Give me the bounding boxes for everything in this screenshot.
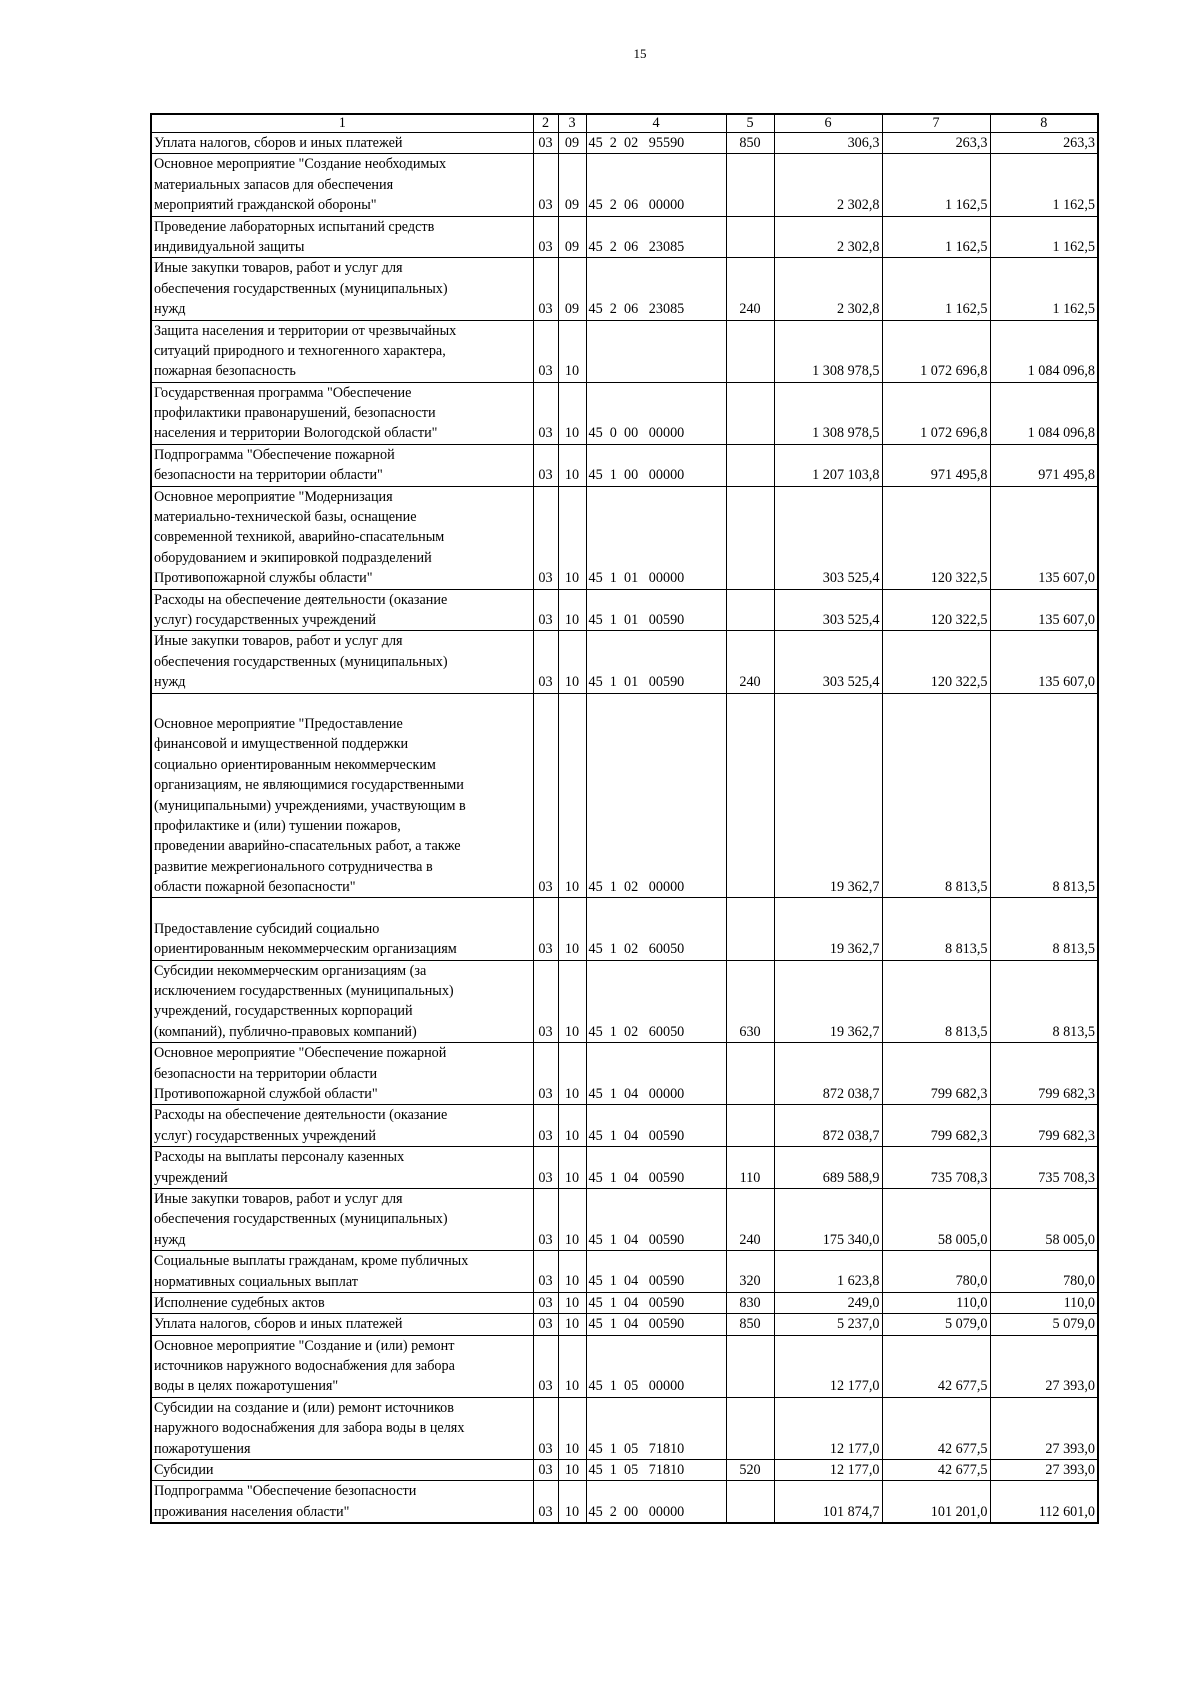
target-article-cell: 45 2 06 23085 [586, 258, 726, 320]
column-header: 6 [774, 114, 882, 133]
row-name-cell [151, 1043, 533, 1105]
amount-cell: 303 525,4 [774, 486, 882, 589]
expense-type-cell: 850 [726, 133, 774, 154]
row-name-line: Проведение лабораторных испытаний средств [154, 218, 435, 235]
amount-cell: 872 038,7 [774, 1043, 882, 1105]
expense-type-cell [726, 693, 774, 898]
row-name-cell [151, 216, 533, 258]
table-row [151, 486, 1098, 589]
expense-type-cell: 630 [726, 960, 774, 1043]
row-name-line: Уплата налогов, сборов и иных платежей [154, 1316, 403, 1333]
row-name-cell [151, 1147, 533, 1189]
subsection-code-cell: 09 [558, 133, 586, 154]
amount-cell: 1 072 696,8 [882, 320, 990, 382]
table-row [151, 1105, 1098, 1147]
amount-cell: 303 525,4 [774, 589, 882, 631]
column-header: 8 [990, 114, 1098, 133]
row-name-line: услуг) государственных учреждений [154, 1127, 376, 1144]
table-row [151, 320, 1098, 382]
amount-cell: 799 682,3 [882, 1105, 990, 1147]
row-name-line: Расходы на обеспечение деятельности (оказание [154, 1107, 448, 1124]
subsection-code-cell: 10 [558, 1460, 586, 1481]
table-row [151, 1460, 1098, 1481]
amount-cell: 799 682,3 [990, 1105, 1098, 1147]
row-name-line: проведении аварийно-спасательных работ, а также [154, 838, 461, 855]
expense-type-cell [726, 1335, 774, 1397]
row-name-line: исключением государственных (муниципальных) [154, 983, 454, 1000]
amount-cell: 872 038,7 [774, 1105, 882, 1147]
section-code-cell: 03 [533, 1105, 558, 1147]
row-name-cell [151, 631, 533, 693]
table-row [151, 1147, 1098, 1189]
section-code-cell: 03 [533, 258, 558, 320]
subsection-code-cell: 10 [558, 1105, 586, 1147]
amount-cell: 175 340,0 [774, 1188, 882, 1250]
amount-cell: 2 302,8 [774, 216, 882, 258]
amount-cell: 263,3 [882, 133, 990, 154]
row-name-line: области пожарной безопасности" [154, 879, 356, 896]
section-code-cell: 03 [533, 382, 558, 444]
row-name-line: Основное мероприятие "Обеспечение пожарной [154, 1045, 447, 1062]
expense-type-cell: 240 [726, 1188, 774, 1250]
table-row [151, 1481, 1098, 1523]
target-article-cell: 45 1 01 00000 [586, 486, 726, 589]
amount-cell: 135 607,0 [990, 631, 1098, 693]
amount-cell: 19 362,7 [774, 960, 882, 1043]
amount-cell: 8 813,5 [990, 960, 1098, 1043]
row-name-line: мероприятий гражданской обороны" [154, 197, 377, 214]
column-header: 4 [586, 114, 726, 133]
row-name-line: учреждений [154, 1169, 228, 1186]
row-name-cell [151, 693, 533, 898]
amount-cell: 1 162,5 [882, 154, 990, 216]
expense-type-cell [726, 154, 774, 216]
table-row [151, 1251, 1098, 1293]
row-name-line: Основное мероприятие "Создание необходимых [154, 156, 447, 173]
subsection-code-cell: 10 [558, 1314, 586, 1335]
row-name-line: оборудованием и экипировкой подразделений [154, 549, 432, 566]
expense-type-cell [726, 1043, 774, 1105]
row-name-line: ориентированным некоммерческим организациям [154, 941, 457, 958]
amount-cell: 735 708,3 [882, 1147, 990, 1189]
amount-cell: 135 607,0 [990, 486, 1098, 589]
section-code-cell: 03 [533, 1460, 558, 1481]
row-name-cell [151, 1460, 533, 1481]
table-row [151, 154, 1098, 216]
amount-cell: 1 084 096,8 [990, 382, 1098, 444]
target-article-cell: 45 1 04 00590 [586, 1292, 726, 1313]
section-code-cell: 03 [533, 693, 558, 898]
row-name-cell [151, 1188, 533, 1250]
amount-cell: 2 302,8 [774, 154, 882, 216]
amount-cell: 12 177,0 [774, 1335, 882, 1397]
row-name-line: населения и территории Вологодской области" [154, 425, 438, 442]
row-name-line: профилактике и (или) тушении пожаров, [154, 817, 401, 834]
row-name-cell [151, 133, 533, 154]
amount-cell: 971 495,8 [990, 444, 1098, 486]
row-name-line: источников наружного водоснабжения для забора [154, 1358, 455, 1375]
row-name-line: безопасности на территории области [154, 1065, 378, 1082]
section-code-cell: 03 [533, 1314, 558, 1335]
target-article-cell: 45 1 02 60050 [586, 960, 726, 1043]
table-row [151, 1314, 1098, 1335]
section-code-cell: 03 [533, 216, 558, 258]
expense-type-cell [726, 216, 774, 258]
page-number: 15 [633, 46, 647, 61]
subsection-code-cell: 09 [558, 154, 586, 216]
table-row [151, 133, 1098, 154]
amount-cell: 19 362,7 [774, 693, 882, 898]
section-code-cell: 03 [533, 631, 558, 693]
subsection-code-cell: 10 [558, 486, 586, 589]
row-name-line: Субсидии [154, 1462, 214, 1479]
row-name-line: Подпрограмма "Обеспечение пожарной [154, 446, 395, 463]
row-name-cell [151, 486, 533, 589]
section-code-cell: 03 [533, 1043, 558, 1105]
row-name-line: Иные закупки товаров, работ и услуг для [154, 1190, 403, 1207]
amount-cell: 110,0 [882, 1292, 990, 1313]
section-code-cell: 03 [533, 133, 558, 154]
target-article-cell: 45 1 04 00590 [586, 1147, 726, 1189]
row-name-line: современной техникой, аварийно-спасательным [154, 529, 445, 546]
row-name-line: развитие межрегионального сотрудничества в [154, 858, 433, 875]
subsection-code-cell: 10 [558, 1147, 586, 1189]
column-header: 1 [151, 114, 533, 133]
amount-cell: 1 162,5 [882, 258, 990, 320]
row-name-line: Противопожарной службы области" [154, 570, 373, 587]
expense-type-cell [726, 1105, 774, 1147]
target-article-cell: 45 1 02 60050 [586, 898, 726, 960]
amount-cell: 8 813,5 [990, 693, 1098, 898]
amount-cell: 12 177,0 [774, 1397, 882, 1459]
row-name-line: Уплата налогов, сборов и иных платежей [154, 135, 403, 152]
row-name-line: обеспечения государственных (муниципальных) [154, 280, 448, 297]
row-name-cell [151, 1105, 533, 1147]
row-name-line: Субсидии на создание и (или) ремонт источников [154, 1399, 454, 1416]
row-name-cell [151, 258, 533, 320]
target-article-cell: 45 1 04 00000 [586, 1043, 726, 1105]
table-row [151, 960, 1098, 1043]
table-row [151, 1292, 1098, 1313]
subsection-code-cell: 10 [558, 631, 586, 693]
budget-table [150, 113, 1099, 1524]
expense-type-cell: 830 [726, 1292, 774, 1313]
row-name-line: Расходы на выплаты персоналу казенных [154, 1149, 405, 1166]
expense-type-cell: 240 [726, 631, 774, 693]
table-row [151, 1397, 1098, 1459]
amount-cell: 8 813,5 [990, 898, 1098, 960]
row-name-line: Иные закупки товаров, работ и услуг для [154, 633, 403, 650]
amount-cell: 8 813,5 [882, 898, 990, 960]
subsection-code-cell: 10 [558, 382, 586, 444]
amount-cell: 5 079,0 [882, 1314, 990, 1335]
table-row [151, 693, 1098, 898]
row-name-line: обеспечения государственных (муниципальных) [154, 653, 448, 670]
row-name-cell [151, 589, 533, 631]
subsection-code-cell: 09 [558, 258, 586, 320]
row-name-line: нужд [154, 301, 186, 318]
amount-cell: 101 874,7 [774, 1481, 882, 1523]
header-row [151, 114, 1098, 133]
table-row [151, 382, 1098, 444]
target-article-cell: 45 1 01 00590 [586, 631, 726, 693]
section-code-cell: 03 [533, 444, 558, 486]
amount-cell: 1 308 978,5 [774, 382, 882, 444]
amount-cell: 42 677,5 [882, 1397, 990, 1459]
expense-type-cell [726, 1397, 774, 1459]
subsection-code-cell: 10 [558, 444, 586, 486]
amount-cell: 8 813,5 [882, 693, 990, 898]
amount-cell: 1 162,5 [990, 216, 1098, 258]
amount-cell: 120 322,5 [882, 589, 990, 631]
amount-cell: 249,0 [774, 1292, 882, 1313]
target-article-cell [586, 320, 726, 382]
row-name-line: Защита населения и территории от чрезвычайных [154, 322, 457, 339]
row-name-cell [151, 1481, 533, 1523]
row-name-line: нужд [154, 1231, 186, 1248]
target-article-cell: 45 1 05 71810 [586, 1397, 726, 1459]
expense-type-cell: 850 [726, 1314, 774, 1335]
amount-cell: 1 623,8 [774, 1251, 882, 1293]
table-row [151, 631, 1098, 693]
row-name-line [154, 694, 531, 714]
section-code-cell: 03 [533, 589, 558, 631]
amount-cell: 27 393,0 [990, 1335, 1098, 1397]
section-code-cell: 03 [533, 1481, 558, 1523]
section-code-cell: 03 [533, 960, 558, 1043]
row-name-line: финансовой и имущественной поддержки [154, 736, 409, 753]
amount-cell: 19 362,7 [774, 898, 882, 960]
row-name-line: Расходы на обеспечение деятельности (оказание [154, 591, 448, 608]
section-code-cell: 03 [533, 320, 558, 382]
row-name-line: профилактики правонарушений, безопасности [154, 405, 436, 422]
amount-cell: 1 308 978,5 [774, 320, 882, 382]
row-name-line: организациям, не являющимися государственными [154, 777, 464, 794]
row-name-cell [151, 320, 533, 382]
section-code-cell: 03 [533, 898, 558, 960]
subsection-code-cell: 10 [558, 1481, 586, 1523]
column-header: 5 [726, 114, 774, 133]
subsection-code-cell: 10 [558, 1292, 586, 1313]
section-code-cell: 03 [533, 1292, 558, 1313]
amount-cell: 1 162,5 [990, 258, 1098, 320]
row-name-line: услуг) государственных учреждений [154, 612, 376, 628]
target-article-cell: 45 1 04 00590 [586, 1251, 726, 1293]
amount-cell: 1 072 696,8 [882, 382, 990, 444]
row-name-line: Основное мероприятие "Модернизация [154, 488, 393, 505]
subsection-code-cell: 10 [558, 898, 586, 960]
row-name-line: (муниципальными) учреждениями, участвующим в [154, 797, 466, 814]
row-name-cell [151, 1397, 533, 1459]
amount-cell: 971 495,8 [882, 444, 990, 486]
target-article-cell: 45 1 04 00590 [586, 1188, 726, 1250]
expense-type-cell [726, 444, 774, 486]
expense-type-cell [726, 382, 774, 444]
expense-type-cell [726, 1481, 774, 1523]
row-name-cell [151, 1292, 533, 1313]
target-article-cell: 45 1 04 00590 [586, 1314, 726, 1335]
amount-cell: 303 525,4 [774, 631, 882, 693]
row-name-line: учреждений, государственных корпораций [154, 1003, 413, 1020]
subsection-code-cell: 10 [558, 320, 586, 382]
row-name-line: пожаротушения [154, 1440, 251, 1457]
section-code-cell: 03 [533, 154, 558, 216]
table-row [151, 1188, 1098, 1250]
row-name-line: (компаний), публично-правовых компаний) [154, 1023, 417, 1040]
row-name-cell [151, 960, 533, 1043]
section-code-cell: 03 [533, 1397, 558, 1459]
subsection-code-cell: 10 [558, 1043, 586, 1105]
subsection-code-cell: 10 [558, 589, 586, 631]
amount-cell: 5 237,0 [774, 1314, 882, 1335]
amount-cell: 120 322,5 [882, 486, 990, 589]
target-article-cell: 45 1 01 00590 [586, 589, 726, 631]
table-body [151, 133, 1098, 1524]
amount-cell: 110,0 [990, 1292, 1098, 1313]
expense-type-cell: 110 [726, 1147, 774, 1189]
row-name-line: материально-технической базы, оснащение [154, 509, 417, 526]
row-name-line: Исполнение судебных актов [154, 1294, 325, 1311]
amount-cell: 1 162,5 [990, 154, 1098, 216]
row-name-line: Иные закупки товаров, работ и услуг для [154, 260, 403, 277]
amount-cell: 42 677,5 [882, 1460, 990, 1481]
amount-cell: 42 677,5 [882, 1335, 990, 1397]
row-name-line: проживания населения области" [154, 1503, 350, 1520]
expense-type-cell: 320 [726, 1251, 774, 1293]
expense-type-cell [726, 320, 774, 382]
amount-cell: 263,3 [990, 133, 1098, 154]
row-name-line [154, 898, 531, 918]
amount-cell: 27 393,0 [990, 1460, 1098, 1481]
target-article-cell: 45 1 05 00000 [586, 1335, 726, 1397]
amount-cell: 112 601,0 [990, 1481, 1098, 1523]
section-code-cell: 03 [533, 486, 558, 589]
row-name-line: пожарная безопасность [154, 363, 296, 380]
section-code-cell: 03 [533, 1251, 558, 1293]
subsection-code-cell: 10 [558, 1397, 586, 1459]
amount-cell: 780,0 [882, 1251, 990, 1293]
row-name-line: Предоставление субсидий социально [154, 920, 380, 937]
target-article-cell: 45 2 02 95590 [586, 133, 726, 154]
row-name-line: Субсидии некоммерческим организациям (за [154, 962, 427, 979]
section-code-cell: 03 [533, 1335, 558, 1397]
amount-cell: 135 607,0 [990, 589, 1098, 631]
row-name-line: Подпрограмма "Обеспечение безопасности [154, 1483, 417, 1500]
table-row [151, 1043, 1098, 1105]
amount-cell: 12 177,0 [774, 1460, 882, 1481]
section-code-cell: 03 [533, 1147, 558, 1189]
subsection-code-cell: 09 [558, 216, 586, 258]
row-name-line: ситуаций природного и техногенного характера, [154, 342, 446, 359]
amount-cell: 780,0 [990, 1251, 1098, 1293]
column-header: 7 [882, 114, 990, 133]
row-name-line: Основное мероприятие "Предоставление [154, 715, 403, 732]
amount-cell: 689 588,9 [774, 1147, 882, 1189]
expense-type-cell: 240 [726, 258, 774, 320]
amount-cell: 306,3 [774, 133, 882, 154]
target-article-cell: 45 1 02 00000 [586, 693, 726, 898]
amount-cell: 1 207 103,8 [774, 444, 882, 486]
row-name-cell [151, 1314, 533, 1335]
subsection-code-cell: 10 [558, 960, 586, 1043]
row-name-cell [151, 154, 533, 216]
table-row [151, 898, 1098, 960]
row-name-line: обеспечения государственных (муниципальных) [154, 1211, 448, 1228]
row-name-cell [151, 1335, 533, 1397]
row-name-line: Социальные выплаты гражданам, кроме публичных [154, 1253, 469, 1270]
target-article-cell: 45 2 00 00000 [586, 1481, 726, 1523]
row-name-line: материальных запасов для обеспечения [154, 176, 394, 193]
amount-cell: 58 005,0 [882, 1188, 990, 1250]
row-name-cell [151, 382, 533, 444]
subsection-code-cell: 10 [558, 1335, 586, 1397]
amount-cell: 8 813,5 [882, 960, 990, 1043]
amount-cell: 799 682,3 [882, 1043, 990, 1105]
table-row [151, 444, 1098, 486]
expense-type-cell [726, 589, 774, 631]
row-name-line: безопасности на территории области" [154, 467, 383, 484]
amount-cell: 58 005,0 [990, 1188, 1098, 1250]
table-row [151, 589, 1098, 631]
amount-cell: 735 708,3 [990, 1147, 1098, 1189]
amount-cell: 799 682,3 [990, 1043, 1098, 1105]
row-name-line: Государственная программа "Обеспечение [154, 384, 412, 401]
row-name-line: нужд [154, 674, 186, 691]
row-name-line: индивидуальной защиты [154, 238, 305, 255]
subsection-code-cell: 10 [558, 1188, 586, 1250]
target-article-cell: 45 0 00 00000 [586, 382, 726, 444]
row-name-line: Противопожарной службой области" [154, 1085, 378, 1102]
table-row [151, 216, 1098, 258]
target-article-cell: 45 1 05 71810 [586, 1460, 726, 1481]
row-name-cell [151, 444, 533, 486]
target-article-cell: 45 2 06 23085 [586, 216, 726, 258]
target-article-cell: 45 1 00 00000 [586, 444, 726, 486]
column-header: 3 [558, 114, 586, 133]
target-article-cell: 45 1 04 00590 [586, 1105, 726, 1147]
amount-cell: 5 079,0 [990, 1314, 1098, 1335]
subsection-code-cell: 10 [558, 693, 586, 898]
amount-cell: 1 084 096,8 [990, 320, 1098, 382]
amount-cell: 2 302,8 [774, 258, 882, 320]
amount-cell: 27 393,0 [990, 1397, 1098, 1459]
row-name-line: нормативных социальных выплат [154, 1273, 358, 1290]
amount-cell: 120 322,5 [882, 631, 990, 693]
expense-type-cell: 520 [726, 1460, 774, 1481]
row-name-cell [151, 898, 533, 960]
amount-cell: 101 201,0 [882, 1481, 990, 1523]
row-name-line: Основное мероприятие "Создание и (или) ремонт [154, 1337, 455, 1354]
table-row [151, 258, 1098, 320]
row-name-line: социально ориентированным некоммерческим [154, 756, 436, 773]
subsection-code-cell: 10 [558, 1251, 586, 1293]
row-name-line: наружного водоснабжения для забора воды в целях [154, 1420, 465, 1437]
expense-type-cell [726, 486, 774, 589]
amount-cell: 1 162,5 [882, 216, 990, 258]
row-name-line: воды в целях пожаротушения" [154, 1378, 339, 1395]
table-row [151, 1335, 1098, 1397]
column-header: 2 [533, 114, 558, 133]
row-name-cell [151, 1251, 533, 1293]
target-article-cell: 45 2 06 00000 [586, 154, 726, 216]
expense-type-cell [726, 898, 774, 960]
section-code-cell: 03 [533, 1188, 558, 1250]
